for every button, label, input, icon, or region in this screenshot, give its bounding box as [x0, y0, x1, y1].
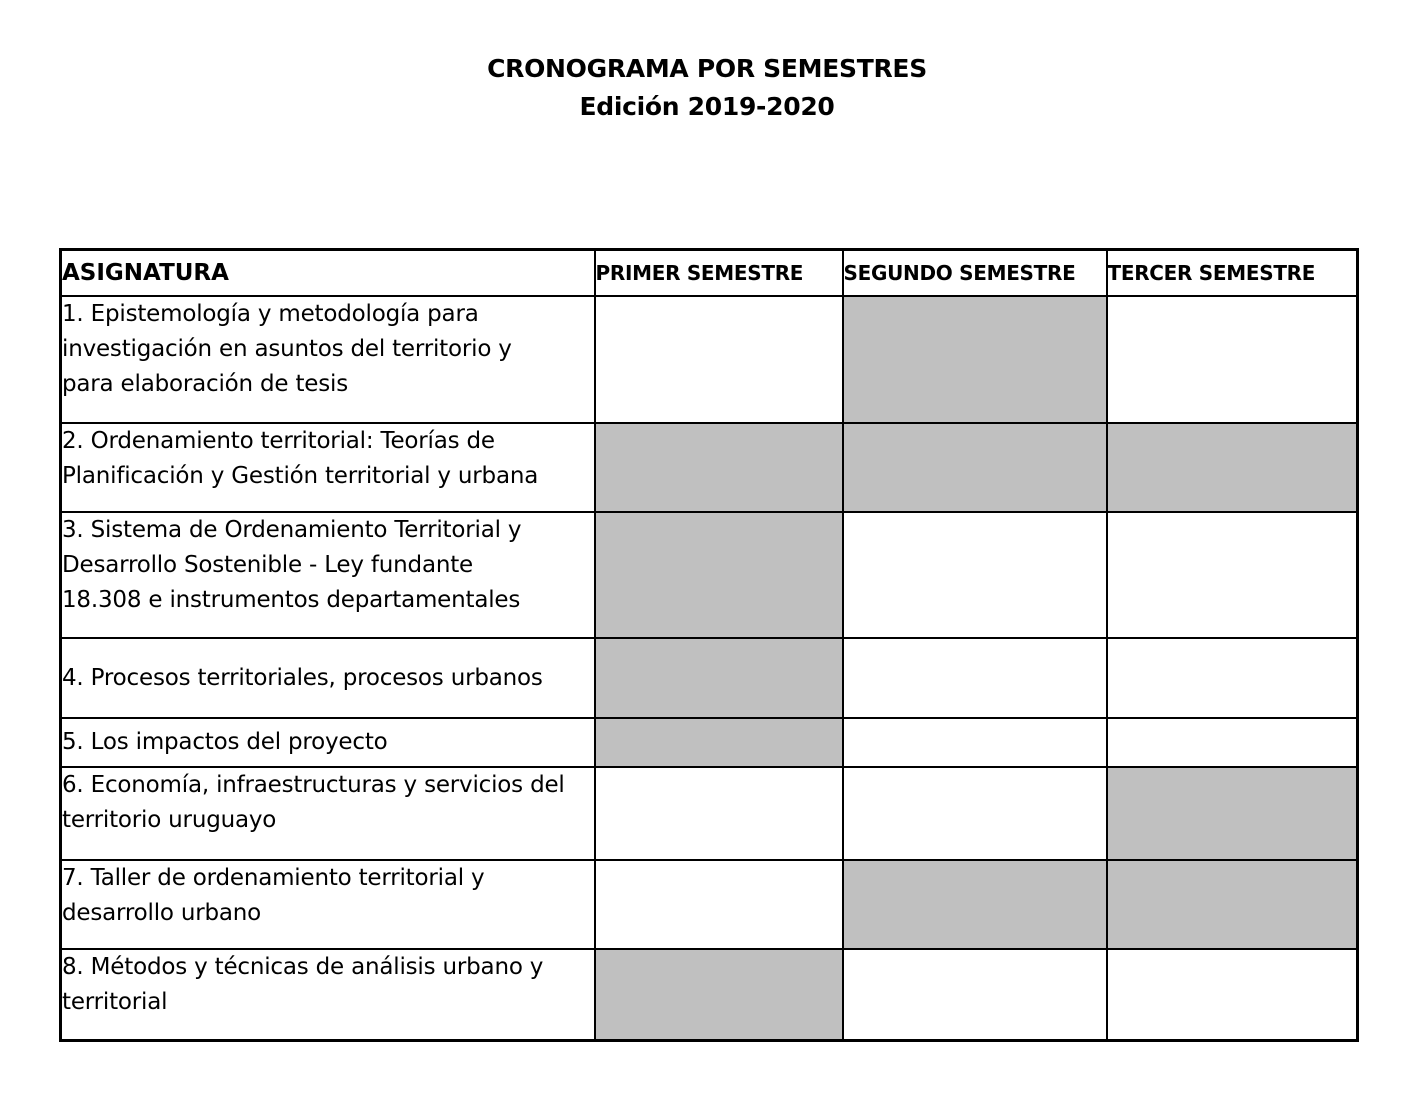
table-row [61, 860, 1358, 949]
table-row [61, 638, 1358, 718]
header-first-semester: PRIMER SEMESTRE [595, 250, 843, 297]
third-semester-cell-scheduled [1107, 860, 1358, 949]
header-third-semester: TERCER SEMESTRE [1107, 250, 1358, 297]
header-row [61, 250, 1358, 297]
document-title: CRONOGRAMA POR SEMESTRES [487, 54, 927, 83]
table-row [61, 767, 1358, 860]
document-header [0, 50, 1414, 126]
table-row [61, 512, 1358, 638]
subject-cell: 3. Sistema de Ordenamiento Territorial y Desarrollo Sostenible - Ley fundante 18.308 e instrumentos departamentales [61, 512, 595, 638]
subject-cell: 4. Procesos territoriales, procesos urbanos [61, 638, 595, 718]
first-semester-cell [595, 296, 843, 423]
second-semester-cell-scheduled [843, 296, 1107, 423]
table-row [61, 718, 1358, 767]
table-row [61, 423, 1358, 512]
third-semester-cell [1107, 296, 1358, 423]
second-semester-cell [843, 949, 1107, 1040]
second-semester-cell [843, 718, 1107, 767]
table-row [61, 296, 1358, 423]
subject-cell: 6. Economía, infraestructuras y servicios del territorio uruguayo [61, 767, 595, 860]
first-semester-cell [595, 767, 843, 860]
schedule-body [61, 296, 1358, 1040]
subject-cell: 1. Epistemología y metodología para investigación en asuntos del territorio y para elaboración de tesis [61, 296, 595, 423]
second-semester-cell [843, 767, 1107, 860]
subject-cell: 7. Taller de ordenamiento territorial y desarrollo urbano [61, 860, 595, 949]
table-row [61, 949, 1358, 1040]
document-subtitle: Edición 2019-2020 [579, 92, 835, 121]
second-semester-cell-scheduled [843, 860, 1107, 949]
third-semester-cell-scheduled [1107, 423, 1358, 512]
first-semester-cell-scheduled [595, 512, 843, 638]
subject-cell: 2. Ordenamiento territorial: Teorías de Planificación y Gestión territorial y urbana [61, 423, 595, 512]
third-semester-cell [1107, 512, 1358, 638]
first-semester-cell-scheduled [595, 949, 843, 1040]
header-second-semester: SEGUNDO SEMESTRE [843, 250, 1107, 297]
third-semester-cell-scheduled [1107, 767, 1358, 860]
subject-cell: 5. Los impactos del proyecto [61, 718, 595, 767]
first-semester-cell [595, 860, 843, 949]
second-semester-cell [843, 638, 1107, 718]
third-semester-cell [1107, 949, 1358, 1040]
schedule-table [59, 248, 1359, 1042]
first-semester-cell-scheduled [595, 423, 843, 512]
subject-cell: 8. Métodos y técnicas de análisis urbano y territorial [61, 949, 595, 1040]
third-semester-cell [1107, 718, 1358, 767]
second-semester-cell-scheduled [843, 423, 1107, 512]
first-semester-cell-scheduled [595, 638, 843, 718]
third-semester-cell [1107, 638, 1358, 718]
first-semester-cell-scheduled [595, 718, 843, 767]
second-semester-cell [843, 512, 1107, 638]
header-subject: ASIGNATURA [61, 250, 595, 297]
